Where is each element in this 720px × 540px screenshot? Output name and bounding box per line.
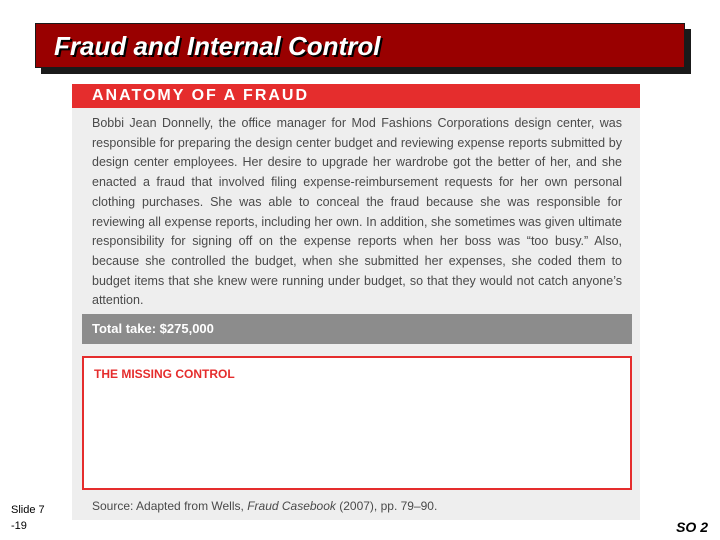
- panel-header-text: ANATOMY OF A FRAUD: [92, 87, 310, 104]
- title-bar: [35, 23, 685, 68]
- slide-title: Fraud and Internal Control: [54, 31, 381, 61]
- source-suffix: (2007), pp. 79–90.: [335, 499, 438, 513]
- source-book-title: Fraud Casebook: [247, 499, 336, 513]
- missing-control-box: [82, 356, 632, 490]
- fraud-story-text: Bobbi Jean Donnelly, the office manager for Mod Fashions Corporations design center, was responsible for preparing the design center budget and reviewing expense reports submitted by design center employees. Her desire to upgrade her wardrobe got the better of her, and she enacted a fraud that involved filing expense-reimbursement requests for her own personal clothing purchases. She was able to conceal the fraud because she was responsible for reviewing all expense reports, including her own. In addition, she sometimes was given ultimate responsibility for signing off on the expense reports when her boss was “too busy.” Also, because she controlled the budget, when she submitted her expenses, she coded them to budget items that she knew were running under budget, so that they would not catch anyone’s attention.: [92, 116, 622, 308]
- total-take-text: Total take: $275,000: [92, 321, 214, 336]
- anatomy-of-fraud-panel: [72, 84, 640, 520]
- source-prefix: Source: Adapted from Wells,: [92, 499, 248, 513]
- total-take-bar: [82, 314, 632, 344]
- slide-number: Slide 7 -19: [11, 504, 45, 532]
- missing-control-heading: THE MISSING CONTROL: [94, 367, 235, 381]
- so-label: SO 2: [676, 519, 708, 535]
- source-citation: [92, 499, 437, 513]
- panel-header: [72, 84, 640, 108]
